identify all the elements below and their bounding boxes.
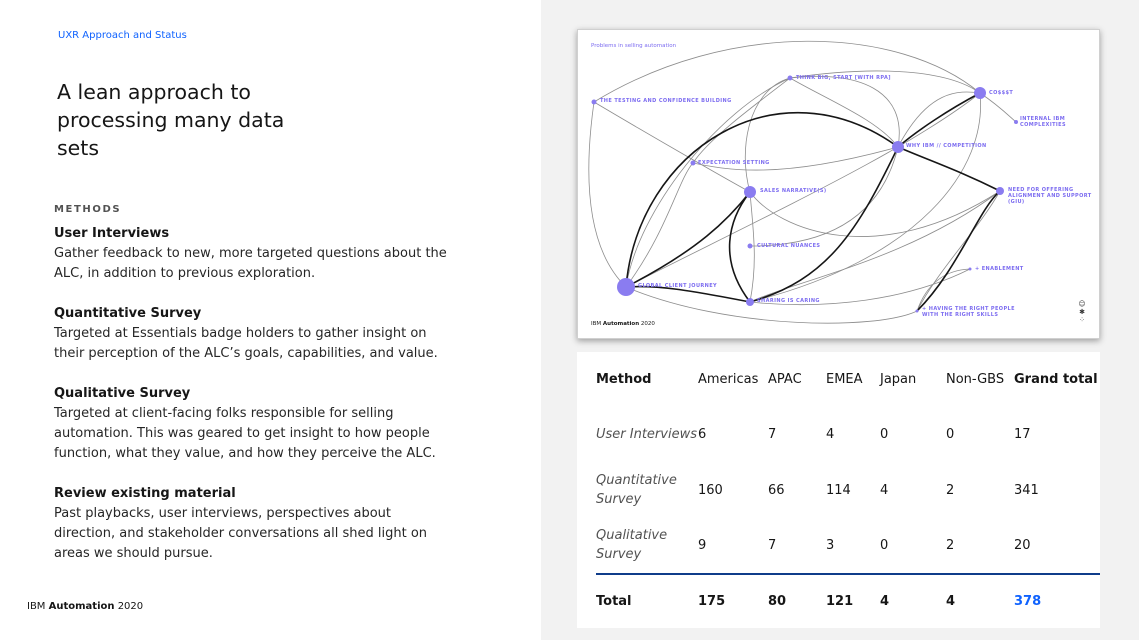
table-cell: 9 — [698, 537, 707, 553]
table-cell: 0 — [880, 537, 889, 553]
page-footer — [27, 601, 143, 612]
node-need — [996, 187, 1004, 195]
table-total-row — [596, 574, 1100, 629]
node-cost — [974, 87, 986, 99]
label-need: NEED FOR OFFERING ALIGNMENT AND SUPPORT (GIU) — [1008, 187, 1092, 205]
label-having: + HAVING THE RIGHT PEOPLE WITH THE RIGHT SKILLS — [922, 306, 1015, 318]
method-quantitative-survey — [54, 304, 454, 364]
left-panel — [0, 0, 541, 640]
table-cell: 0 — [880, 427, 889, 443]
table-cell: 2 — [946, 482, 955, 498]
total-cell: 4 — [946, 574, 1014, 629]
method-qualitative-survey — [54, 384, 454, 464]
side-icons — [1078, 300, 1086, 324]
table-cell: 20 — [1014, 537, 1031, 553]
method-user-interviews — [54, 224, 454, 284]
node-think-big — [788, 76, 793, 81]
row-name: Qualitative Survey — [596, 528, 668, 563]
column-header: APAC — [768, 372, 802, 387]
node-having — [916, 310, 919, 313]
method-description: Gather feedback to new, more targeted questions about the ALC, in addition to previous exploration. — [54, 246, 447, 281]
method-title: Qualitative Survey — [54, 386, 191, 401]
total-cell: 80 — [768, 574, 826, 629]
table-cell: 7 — [768, 537, 777, 553]
table-cell: 114 — [826, 482, 851, 498]
node-sales — [744, 186, 756, 198]
table-header-row — [596, 352, 1100, 407]
table-row — [596, 518, 1100, 574]
method-title: User Interviews — [54, 226, 170, 241]
flow-icon: ⁘ — [1079, 316, 1085, 324]
method-title: Review existing material — [54, 486, 236, 501]
grand-total-cell: 378 — [1014, 574, 1100, 629]
page-title: A lean approach to processing many data sets — [57, 80, 285, 160]
table-cell: 6 — [698, 427, 707, 443]
label-internal: INTERNAL IBM COMPLEXITIES — [1020, 116, 1066, 128]
label-cultural: CULTURAL NUANCES — [757, 243, 821, 249]
row-name: Quantitative Survey — [596, 473, 677, 508]
table-row — [596, 463, 1100, 519]
method-description: Past playbacks, user interviews, perspectives about direction, and stakeholder conversations all shed light on areas we should pursue. — [54, 506, 428, 561]
method-title: Quantitative Survey — [54, 306, 202, 321]
label-global: GLOBAL CLIENT JOURNEY — [638, 283, 718, 289]
node-why-ibm — [892, 141, 904, 153]
method-description: Targeted at Essentials badge holders to gather insight on their perception of the ALC’s goals, capabilities, and value. — [54, 326, 438, 361]
table-cell: 4 — [826, 427, 835, 443]
table-cell: 17 — [1014, 427, 1031, 443]
label-think-big: THINK BIG, START [WITH RPA] — [796, 75, 891, 81]
table-cell: 66 — [768, 482, 785, 498]
method-description: Targeted at client-facing folks responsible for selling automation. This was geared to get insight to how people function, what they value, and how they perceive the ALC. — [54, 406, 436, 461]
thin-connections — [589, 41, 1016, 323]
table-cell: 341 — [1014, 482, 1039, 498]
node-expectation — [691, 161, 696, 166]
label-sales: SALES NARRATIVE(S) — [760, 188, 827, 194]
node-internal — [1014, 120, 1018, 124]
gear-icon: ✱ — [1079, 308, 1085, 316]
node-global — [617, 278, 635, 296]
section-kicker: UXR Approach and Status — [58, 30, 187, 41]
method-review-existing — [54, 484, 454, 564]
column-header: EMEA — [826, 372, 863, 387]
thick-connections — [626, 93, 1000, 311]
footer-product: Automation — [48, 601, 115, 612]
column-header: Americas — [698, 372, 759, 387]
total-cell: 175 — [698, 574, 768, 629]
column-header: Non-GBS — [946, 372, 1005, 387]
table-cell: 160 — [698, 482, 723, 498]
table-cell: 4 — [880, 482, 889, 498]
total-cell: 4 — [880, 574, 946, 629]
column-header: Method — [596, 372, 652, 387]
robot-icon: ☺ — [1078, 300, 1086, 308]
column-header: Grand total — [1014, 372, 1098, 387]
node-enablement — [969, 268, 972, 271]
label-sharing: SHARING IS CARING — [757, 298, 820, 304]
table-cell: 7 — [768, 427, 777, 443]
row-name: User Interviews — [596, 427, 697, 443]
label-cost: CO$$$T — [989, 90, 1014, 96]
label-expectation: EXPECTATION SETTING — [698, 160, 770, 166]
table-cell: 0 — [946, 427, 955, 443]
network-title: Problems in selling automation — [591, 43, 677, 49]
total-cell: 121 — [826, 574, 880, 629]
node-cultural — [748, 244, 753, 249]
network-footer: IBM Automation 2020 — [591, 321, 655, 327]
node-sharing — [746, 298, 754, 306]
column-header: Japan — [880, 372, 917, 387]
footer-year: 2020 — [117, 601, 144, 612]
label-testing: THE TESTING AND CONFIDENCE BUILDING — [600, 98, 732, 104]
network-diagram-card — [577, 29, 1100, 339]
table-cell: 2 — [946, 537, 955, 553]
node-testing — [592, 100, 597, 105]
participants-table-card — [577, 352, 1100, 628]
footer-brand: IBM — [27, 601, 46, 612]
table-row — [596, 407, 1100, 463]
total-label: Total — [596, 574, 698, 629]
participants-table — [596, 352, 1100, 629]
label-why-ibm: WHY IBM // COMPETITION — [906, 143, 987, 149]
label-enablement: + ENABLEMENT — [975, 266, 1024, 272]
table-cell: 3 — [826, 537, 835, 553]
methods-label: METHODS — [54, 204, 122, 215]
